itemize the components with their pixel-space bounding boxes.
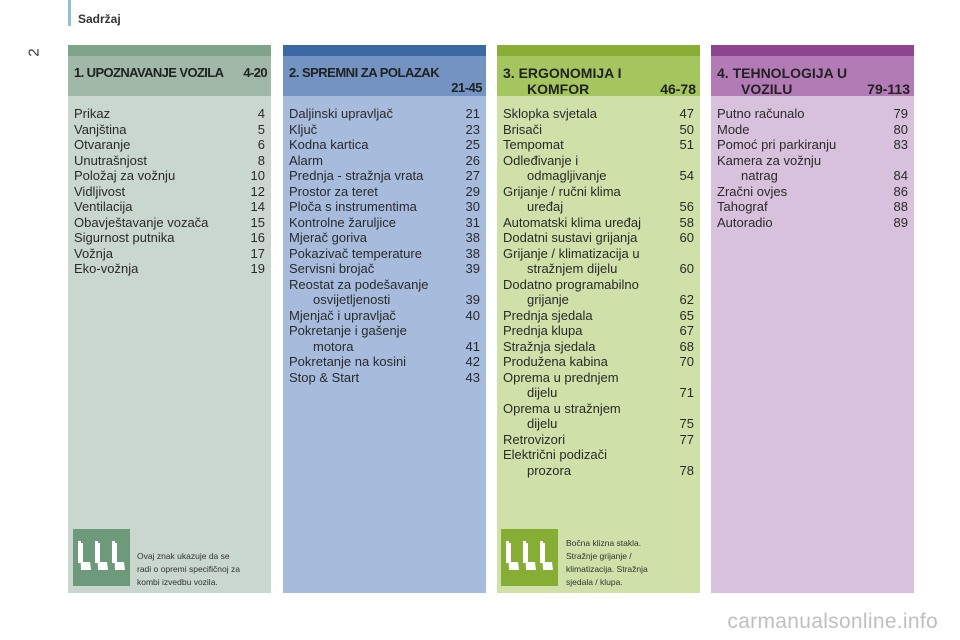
toc-entry[interactable] bbox=[289, 184, 480, 200]
toc-entry[interactable] bbox=[717, 199, 908, 215]
toc-entry[interactable] bbox=[289, 308, 480, 324]
toc-entry-label: Kodna kartica bbox=[289, 137, 369, 152]
toc-entry[interactable] bbox=[717, 137, 908, 153]
toc-entry-page: 27 bbox=[465, 168, 480, 183]
toc-entry[interactable] bbox=[289, 153, 480, 169]
toc-entry-label: Stražnja sjedala bbox=[503, 338, 596, 354]
toc-entry-label: Putno računalo bbox=[717, 106, 805, 121]
toc-entry-page: 88 bbox=[893, 199, 908, 214]
toc-entry[interactable] bbox=[289, 370, 480, 386]
toc-entry-label: Prednja - stražnja vrata bbox=[289, 168, 424, 183]
chapter-1-pages: 4-20 bbox=[243, 65, 267, 80]
toc-entry-page: 39 bbox=[465, 292, 480, 307]
toc-entry[interactable] bbox=[289, 246, 480, 262]
toc-entry[interactable] bbox=[503, 122, 694, 138]
toc-entry[interactable] bbox=[503, 246, 694, 277]
toc-entry-page: 29 bbox=[465, 183, 480, 199]
toc-entry-page: 5 bbox=[257, 121, 265, 137]
toc-entry[interactable] bbox=[503, 308, 694, 324]
chapter-2-header[interactable] bbox=[283, 56, 486, 96]
toc-entry-label: Autoradio bbox=[717, 214, 773, 230]
toc-entry-label: Alarm bbox=[289, 152, 323, 168]
toc-entry-page: 86 bbox=[893, 183, 908, 199]
note-line: klimatizacija. Stražnja bbox=[566, 564, 648, 574]
toc-entry-label: Vanjština bbox=[74, 121, 127, 137]
toc-entry-label: Kontrolne žaruljice bbox=[289, 214, 396, 230]
toc-entry[interactable] bbox=[74, 137, 265, 153]
toc-entry[interactable] bbox=[289, 215, 480, 231]
toc-entry[interactable] bbox=[503, 370, 694, 401]
toc-entry[interactable] bbox=[503, 447, 694, 478]
seat-row-icon bbox=[501, 529, 558, 586]
note-1-text bbox=[137, 550, 267, 589]
chapter-4-column bbox=[711, 45, 914, 593]
toc-entry-page: 6 bbox=[257, 137, 265, 152]
toc-entry-label: Unutrašnjost bbox=[74, 152, 147, 168]
page-header-title: Sadržaj bbox=[78, 12, 121, 26]
toc-entry-page: 58 bbox=[679, 214, 694, 230]
toc-entry-page: 8 bbox=[257, 152, 265, 168]
toc-entry[interactable] bbox=[289, 230, 480, 246]
note-2-text bbox=[566, 537, 696, 589]
chapter-3-title-line-1: 3. ERGONOMIJA I bbox=[503, 65, 622, 81]
toc-entry[interactable] bbox=[289, 277, 480, 308]
toc-entry-page: 65 bbox=[679, 307, 694, 323]
chapter-2-list bbox=[289, 106, 480, 385]
toc-entry-page: 60 bbox=[679, 261, 694, 276]
toc-entry-page: 15 bbox=[250, 214, 265, 230]
toc-entry[interactable] bbox=[289, 323, 480, 354]
toc-entry-label: Tempomat bbox=[503, 137, 564, 152]
toc-entry[interactable] bbox=[503, 137, 694, 153]
toc-entry-page: 17 bbox=[250, 245, 265, 261]
page-number: 2 bbox=[25, 48, 43, 57]
toc-entry-label: Grijanje / ručni klima uređaj bbox=[503, 183, 621, 214]
toc-entry[interactable] bbox=[289, 137, 480, 153]
toc-entry[interactable] bbox=[503, 277, 694, 308]
toc-entry-label: Otvaranje bbox=[74, 137, 131, 152]
toc-entry[interactable] bbox=[289, 122, 480, 138]
toc-entry-page: 50 bbox=[679, 121, 694, 137]
toc-entry-label: Dodatni sustavi grijanja bbox=[503, 230, 638, 245]
toc-entry[interactable] bbox=[503, 323, 694, 339]
toc-entry-label: Oprema u stražnjem dijelu bbox=[503, 400, 621, 431]
toc-entry-label: Vidljivost bbox=[74, 183, 126, 199]
note-line: Bočna klizna stakla. bbox=[566, 538, 642, 548]
toc-entry[interactable] bbox=[717, 215, 908, 231]
chapter-1-column bbox=[68, 45, 271, 593]
toc-entry-label: Kamera za vožnju natrag bbox=[717, 152, 822, 183]
toc-entry-page: 43 bbox=[465, 369, 480, 385]
toc-entry-label: Ključ bbox=[289, 121, 318, 137]
note-line: sjedala / klupa. bbox=[566, 577, 623, 587]
chapter-3-list bbox=[503, 106, 694, 478]
toc-entry-page: 41 bbox=[465, 338, 480, 354]
chapter-1-list bbox=[74, 106, 265, 277]
toc-entry-page: 38 bbox=[465, 245, 480, 261]
toc-entry-label: Mjenjač i upravljač bbox=[289, 307, 396, 323]
toc-entry-page: 83 bbox=[893, 137, 908, 152]
toc-entry-page: 71 bbox=[679, 385, 694, 400]
seat-row-icon bbox=[73, 529, 130, 586]
chapter-2-title: 2. SPREMNI ZA POLAZAK bbox=[289, 65, 440, 80]
toc-entry-label: Prednja klupa bbox=[503, 323, 583, 338]
note-line: Ovaj znak ukazuje da se bbox=[137, 551, 230, 561]
toc-entry-page: 4 bbox=[257, 106, 265, 121]
toc-entry-page: 67 bbox=[679, 323, 694, 338]
toc-entry-page: 42 bbox=[465, 354, 480, 369]
toc-entry[interactable] bbox=[503, 401, 694, 432]
toc-entry-page: 78 bbox=[679, 462, 694, 478]
toc-entry-page: 47 bbox=[679, 106, 694, 121]
toc-entry-page: 39 bbox=[465, 261, 480, 276]
toc-entry-label: Automatski klima uređaj bbox=[503, 214, 641, 230]
toc-entry-page: 68 bbox=[679, 338, 694, 354]
chapter-4-title-line-2: VOZILU bbox=[741, 81, 793, 97]
toc-entry-page: 16 bbox=[250, 230, 265, 245]
chapter-3-title-line-2: KOMFOR bbox=[527, 81, 590, 97]
toc-entry-page: 60 bbox=[679, 230, 694, 245]
toc-entry-page: 80 bbox=[893, 121, 908, 137]
toc-entry[interactable] bbox=[74, 230, 265, 246]
toc-entry-label: Mode bbox=[717, 121, 750, 137]
toc-entry[interactable] bbox=[503, 354, 694, 370]
chapter-1-color-bar bbox=[68, 45, 271, 56]
toc-entry[interactable] bbox=[503, 230, 694, 246]
toc-entry[interactable] bbox=[289, 354, 480, 370]
toc-entry[interactable] bbox=[717, 153, 908, 184]
toc-entry-page: 51 bbox=[679, 137, 694, 152]
toc-entry-page: 70 bbox=[679, 354, 694, 369]
toc-entry-label: Daljinski upravljač bbox=[289, 106, 394, 121]
chapter-4-pages: 79-113 bbox=[867, 81, 910, 97]
footer-watermark-url: carmanualsonline.info bbox=[727, 610, 938, 633]
note-line: kombi izvedbu vozila. bbox=[137, 577, 218, 587]
toc-entry[interactable] bbox=[503, 215, 694, 231]
toc-entry[interactable] bbox=[289, 199, 480, 215]
chapter-4-header[interactable] bbox=[711, 56, 914, 96]
toc-entry-label: Eko-vožnja bbox=[74, 261, 139, 276]
toc-entry-page: 54 bbox=[679, 168, 694, 183]
note-line: radi o opremi specifičnoj za bbox=[137, 564, 240, 574]
toc-entry-label: Pokazivač temperature bbox=[289, 245, 422, 261]
toc-entry-label: Reostat za podešavanje osvijetljenosti bbox=[289, 276, 429, 307]
toc-entry-page: 84 bbox=[893, 168, 908, 183]
margin-accent-bar bbox=[68, 0, 71, 26]
toc-entry-label: Ventilacija bbox=[74, 199, 133, 214]
toc-entry[interactable] bbox=[289, 168, 480, 184]
toc-entry-page: 19 bbox=[250, 261, 265, 276]
toc-entry-page: 23 bbox=[465, 121, 480, 137]
toc-entry-label: Servisni brojač bbox=[289, 261, 375, 276]
toc-entry-label: Vožnja bbox=[74, 245, 114, 261]
toc-entry-label: Pomoć pri parkiranju bbox=[717, 137, 837, 152]
toc-entry-page: 77 bbox=[679, 431, 694, 447]
toc-entry[interactable] bbox=[74, 184, 265, 200]
toc-entry-page: 30 bbox=[465, 199, 480, 214]
toc-entry-page: 26 bbox=[465, 152, 480, 168]
toc-entry[interactable] bbox=[717, 122, 908, 138]
chapter-1-title: 1. UPOZNAVANJE VOZILA bbox=[74, 65, 224, 80]
toc-entry-label: Sigurnost putnika bbox=[74, 230, 175, 245]
toc-entry-label: Pokretanje na kosini bbox=[289, 354, 407, 369]
toc-entry[interactable] bbox=[289, 106, 480, 122]
chapter-2-pages: 21-45 bbox=[451, 80, 482, 95]
toc-entry-label: Dodatno programabilno grijanje bbox=[503, 276, 639, 307]
chapter-4-list bbox=[717, 106, 908, 230]
toc-entry[interactable] bbox=[503, 432, 694, 448]
toc-entry-label: Prikaz bbox=[74, 106, 111, 121]
toc-entry-label: Prednja sjedala bbox=[503, 307, 593, 323]
toc-entry-page: 40 bbox=[465, 307, 480, 323]
chapter-1-header[interactable] bbox=[68, 56, 271, 96]
chapter-3-header[interactable] bbox=[497, 56, 700, 96]
toc-entry-page: 14 bbox=[250, 199, 265, 214]
toc-entry-label: Tahograf bbox=[717, 199, 768, 214]
note-line: Stražnje grijanje / bbox=[566, 551, 632, 561]
chapter-3-color-bar bbox=[497, 45, 700, 56]
toc-entry-label: Položaj za vožnju bbox=[74, 168, 176, 183]
toc-entry[interactable] bbox=[74, 261, 265, 277]
toc-entry-label: Stop & Start bbox=[289, 369, 360, 385]
toc-entry[interactable] bbox=[74, 153, 265, 169]
toc-entry-label: Ploča s instrumentima bbox=[289, 199, 417, 214]
chapter-4-title-line-1: 4. TEHNOLOGIJA U bbox=[717, 65, 848, 81]
toc-entry-label: Prostor za teret bbox=[289, 183, 378, 199]
toc-entry-label: Retrovizori bbox=[503, 431, 566, 447]
chapter-2-column bbox=[283, 45, 486, 593]
toc-entry-page: 75 bbox=[679, 416, 694, 431]
toc-entry-page: 89 bbox=[893, 214, 908, 230]
toc-entry-label: Oprema u prednjem dijelu bbox=[503, 369, 619, 400]
chapter-4-color-bar bbox=[711, 45, 914, 56]
toc-entry-page: 56 bbox=[679, 199, 694, 214]
toc-entry-label: Pokretanje i gašenje motora bbox=[289, 323, 407, 354]
chapter-2-color-bar bbox=[283, 45, 486, 56]
toc-entry[interactable] bbox=[74, 168, 265, 184]
toc-entry-label: Zračni ovjes bbox=[717, 183, 788, 199]
toc-entry[interactable] bbox=[503, 339, 694, 355]
toc-entry-page: 21 bbox=[465, 106, 480, 121]
toc-entry[interactable] bbox=[289, 261, 480, 277]
toc-entry[interactable] bbox=[74, 122, 265, 138]
toc-entry-page: 62 bbox=[679, 292, 694, 307]
toc-entry-label: Mjerač goriva bbox=[289, 230, 368, 245]
toc-entry-label: Sklopka svjetala bbox=[503, 106, 597, 121]
chapter-3-pages: 46-78 bbox=[660, 81, 696, 97]
toc-entry[interactable] bbox=[74, 199, 265, 215]
toc-entry-page: 31 bbox=[465, 214, 480, 230]
toc-entry-page: 12 bbox=[250, 183, 265, 199]
toc-entry-label: Brisači bbox=[503, 121, 543, 137]
toc-entry-page: 79 bbox=[893, 106, 908, 121]
toc-entry-label: Obavještavanje vozača bbox=[74, 214, 209, 230]
toc-entry-page: 25 bbox=[465, 137, 480, 152]
toc-entry[interactable] bbox=[74, 215, 265, 231]
toc-entry[interactable] bbox=[503, 153, 694, 184]
chapter-3-column bbox=[497, 45, 700, 593]
toc-entry[interactable] bbox=[717, 184, 908, 200]
toc-entry-label: Grijanje / klimatizacija u stražnjem dijelu bbox=[503, 245, 640, 276]
toc-entry[interactable] bbox=[74, 106, 265, 122]
toc-entry-page: 10 bbox=[250, 168, 265, 183]
toc-entry-label: Električni podizači prozora bbox=[503, 447, 608, 478]
toc-entry-label: Odleđivanje i odmagljivanje bbox=[503, 152, 607, 183]
toc-entry-label: Produžena kabina bbox=[503, 354, 608, 369]
toc-entry[interactable] bbox=[503, 184, 694, 215]
toc-entry[interactable] bbox=[503, 106, 694, 122]
toc-entry[interactable] bbox=[717, 106, 908, 122]
toc-entry-page: 38 bbox=[465, 230, 480, 245]
toc-entry[interactable] bbox=[74, 246, 265, 262]
